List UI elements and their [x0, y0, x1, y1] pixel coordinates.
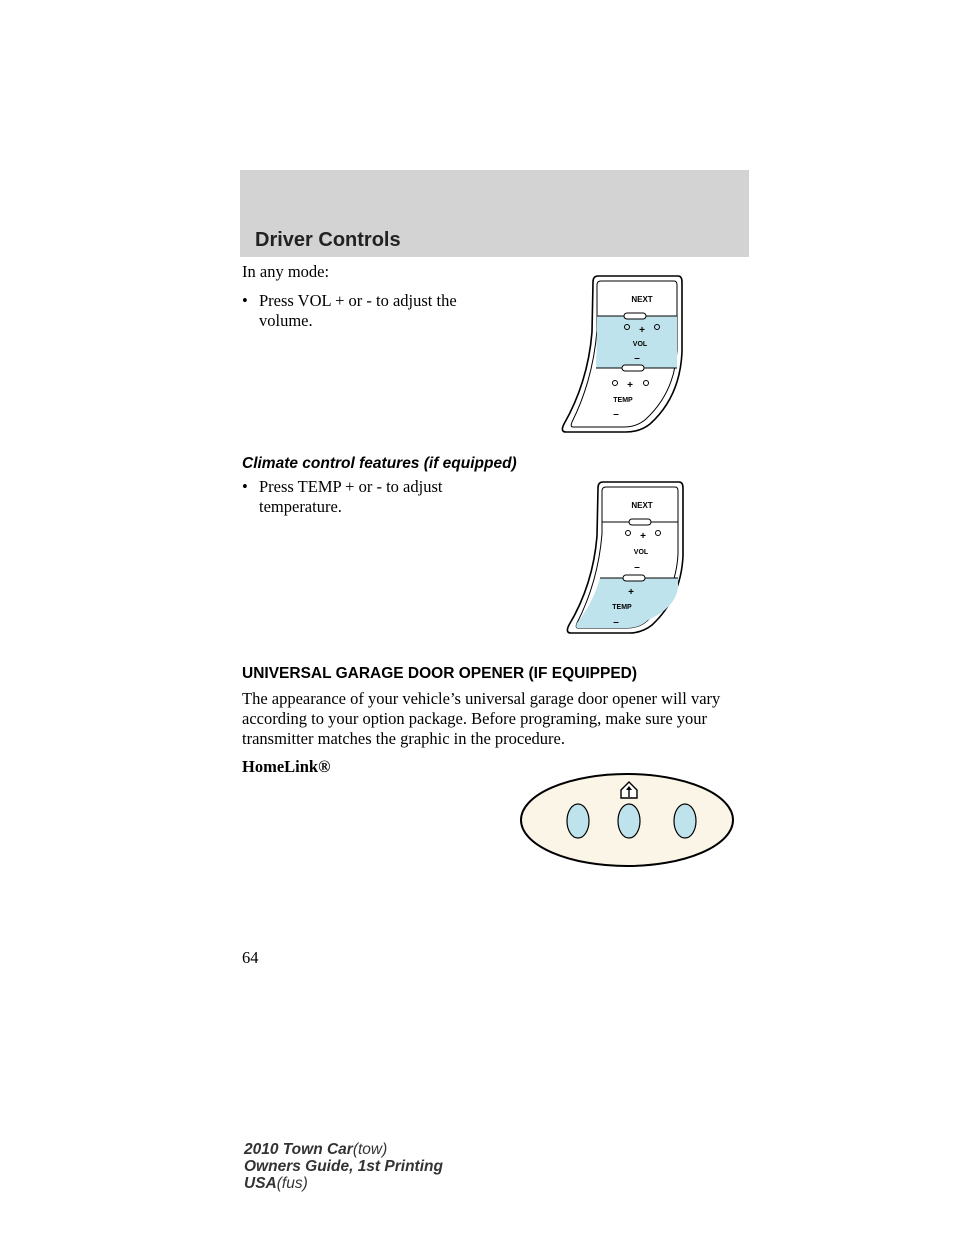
next-label: NEXT [631, 295, 653, 304]
temp-minus-label: – [613, 409, 619, 420]
footer-block [244, 1141, 443, 1192]
footer-line2: Owners Guide, 1st Printing [244, 1158, 443, 1175]
section-title: Driver Controls [255, 229, 401, 251]
temp-bullet-item [242, 477, 522, 521]
garage-door-heading: UNIVERSAL GARAGE DOOR OPENER (IF EQUIPPED) [242, 665, 638, 682]
footer-line1 [244, 1141, 443, 1158]
garage-para-line1: The appearance of your vehicle’s universal garage door opener will vary [242, 689, 721, 708]
temp-label: TEMP [612, 604, 632, 611]
temp-minus-label: – [613, 617, 619, 628]
volume-instruction-line1: Press VOL + or - to adjust the [259, 291, 457, 310]
steering-switch-illustration-vol [560, 272, 690, 437]
bullet-glyph: • [242, 291, 248, 310]
garage-para-line2: according to your option package. Before programing, make sure your [242, 709, 708, 728]
vol-plus-label: + [639, 325, 645, 336]
section-header-band [240, 170, 749, 257]
audio-intro: In any mode: [242, 262, 330, 281]
next-label: NEXT [631, 501, 653, 510]
footer-market: USA [244, 1175, 277, 1192]
temp-plus-label: + [628, 587, 634, 598]
page-number: 64 [242, 948, 259, 967]
footer-model: 2010 Town Car [244, 1141, 353, 1158]
vol-plus-label: + [640, 531, 646, 542]
vol-minus-label: – [634, 562, 640, 573]
footer-market-code: (fus) [276, 1175, 308, 1192]
temp-label: TEMP [613, 397, 633, 404]
homelink-illustration [517, 770, 737, 870]
steering-switch-illustration-temp [565, 478, 690, 638]
temp-instruction-line2: temperature. [259, 497, 342, 516]
vol-label: VOL [632, 341, 648, 348]
vol-label: VOL [633, 549, 649, 556]
homelink-label: HomeLink® [242, 757, 331, 776]
temp-instruction-line1: Press TEMP + or - to adjust [259, 477, 443, 496]
footer-line3 [244, 1175, 443, 1192]
garage-para-line3: transmitter matches the graphic in the procedure. [242, 729, 565, 748]
homelink-button-1 [567, 804, 589, 838]
vol-minus-label: – [634, 353, 640, 364]
temp-plus-label: + [627, 380, 633, 391]
homelink-button-3 [674, 804, 696, 838]
footer-model-code: (tow) [352, 1141, 388, 1158]
volume-instruction-line2: volume. [259, 311, 313, 330]
bullet-glyph: • [242, 477, 248, 496]
volume-bullet-item [242, 291, 522, 335]
climate-heading: Climate control features (if equipped) [242, 455, 517, 472]
homelink-button-2 [618, 804, 640, 838]
